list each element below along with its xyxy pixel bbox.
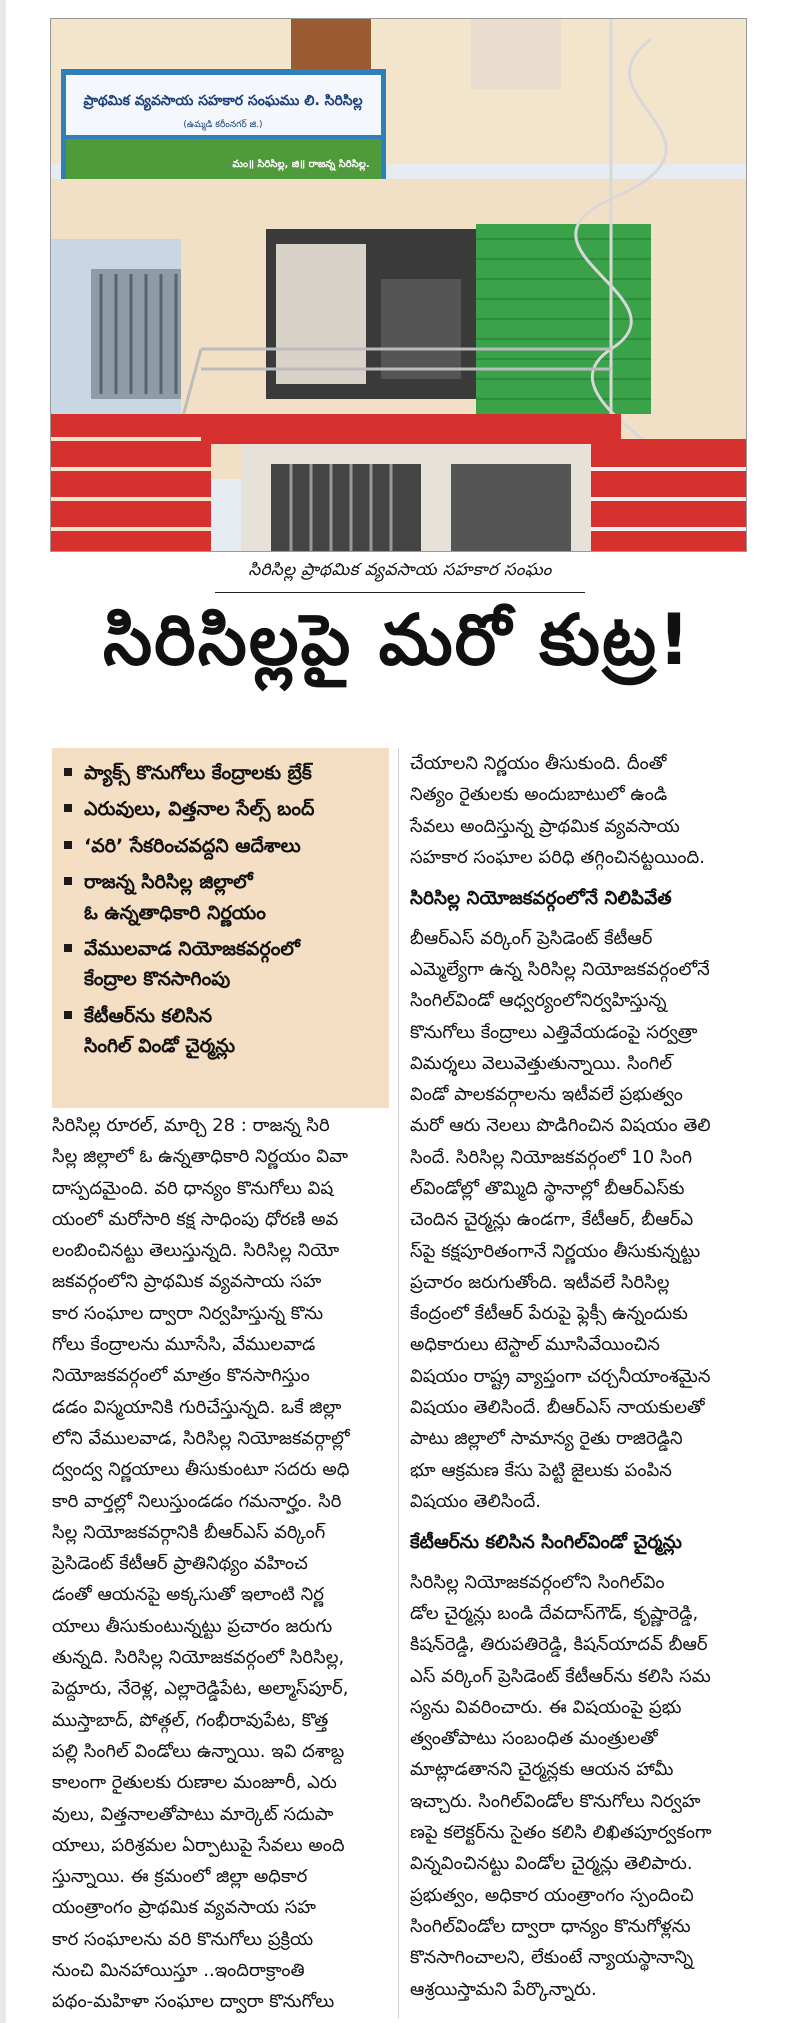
- highlight-line: రాజన్న సిరిసిల్ల జిల్లాలో: [84, 871, 253, 894]
- article-line: సహకార సంఘాల పరిధి తగ్గించినట్టయింది.: [410, 846, 705, 868]
- article-line: త్వంతోపాటు సంబంధిత మంత్రులతో: [410, 1728, 658, 1750]
- article-line: మాట్లాడతానని చైర్మన్లకు ఆయన హామీ: [410, 1759, 674, 1781]
- article-line: పల్లి సింగిల్ విండోలు ఉన్నాయి. ఇవి దశాబ్ద: [52, 1740, 345, 1762]
- article-line: సిందే. సిరిసిల్ల నియోజకవర్గంలో 10 సింగి: [410, 1146, 693, 1168]
- caption-rule: [215, 592, 585, 593]
- article-line: దాస్పదమైంది. వరి ధాన్యం కొనుగోలు విష: [52, 1177, 334, 1199]
- article-line: కార సంఘాలను వరి కొనుగోలు ప్రక్రియ: [52, 1928, 314, 1950]
- headline: సిరిసిల్లపై మరో కుట్ర!: [103, 599, 692, 681]
- article-line: అధికారులు టెస్టాల్ మూసివేయించిన: [410, 1334, 660, 1356]
- highlights-box: [52, 748, 389, 1108]
- article-line: కాలంగా రైతులకు రుణాల మంజూరీ, ఎరు: [52, 1772, 337, 1794]
- highlight-line: ఎరువులు, విత్తనాల సేల్స్ బంద్: [84, 798, 315, 821]
- article-line: యాలు తీసుకుంటున్నట్టు ప్రచారం జరుగు: [52, 1615, 333, 1637]
- highlight-item: [64, 794, 379, 824]
- article-line: ముస్తాబాద్, పోత్గల్, గంభీరావుపేట, కొత్త: [52, 1709, 329, 1731]
- article-line: పాటు జిల్లాలో సామాన్య రైతు రాజిరెడ్డిని: [410, 1428, 683, 1450]
- article-line: సిరిసిల్ల రూరల్, మార్చి 28 : రాజన్న సిరి: [52, 1115, 330, 1136]
- highlight-line: ప్యాక్స్ కొనుగోలు కేంద్రాలకు బ్రేక్: [84, 762, 312, 784]
- article-line: విషయం రాష్ట్ర వ్యాప్తంగా చర్చనీయాంశమైన: [410, 1365, 711, 1387]
- article-line: ప్రెసిడెంట్ కేటీఆర్ ప్రాతినిథ్యం వహించ: [52, 1553, 308, 1575]
- article-line: మరో ఆరు నెలలు పొడిగించిన విషయం తెలి: [410, 1115, 711, 1137]
- article-line: సిల్ల జిల్లాలో ఓ ఉన్నతాధికారి నిర్ణయం వివా: [52, 1146, 348, 1168]
- article-line: డడం విస్మయానికి గురిచేస్తున్నది. ఒకే జిల్లా: [52, 1396, 342, 1418]
- article-line: యంత్రాంగం ప్రాథమిక వ్యవసాయ సహ: [52, 1897, 316, 1919]
- highlight-line: సింగిల్ విండో చైర్మన్లు: [84, 1035, 236, 1058]
- article-line: విషయం తెలిసిందే.: [410, 1490, 542, 1512]
- news-photo: [50, 18, 747, 552]
- bullet-icon: [64, 768, 72, 776]
- article-line: విండో పాలకవర్గాలను ఇటీవలే ప్రభుత్వం: [410, 1084, 683, 1106]
- subhead-halt: సిరిసిల్ల నియోజకవర్గంలోనే నిలిపివేత: [410, 888, 672, 910]
- highlight-line: కేటీఆర్‌ను కలిసిన: [84, 1004, 213, 1027]
- highlight-line: వేములవాడ నియోజకవర్గంలో: [84, 937, 300, 960]
- article-line: చెందిన చైర్మన్లు ఉండగా, కేటీఆర్, బీఆర్‌ఎ: [410, 1209, 694, 1231]
- article-line: డోల చైర్మన్లు బండి దేవదాస్‌గౌడ్, కృష్ణారెడ్డి,: [410, 1603, 699, 1624]
- article-right-column: [410, 748, 747, 2005]
- section-halt: [410, 923, 747, 1518]
- article-line: కార సంఘాల ద్వారా నిర్వహిస్తున్న కొను: [52, 1302, 324, 1324]
- highlight-item: [64, 1001, 379, 1062]
- article-line: ల్‌విండోల్లో తొమ్మిది స్థానాల్లో బీఆర్‌ఎస్‌కు: [410, 1178, 685, 1199]
- bullet-icon: [64, 841, 72, 849]
- highlight-line: కేంద్రాల కొనసాగింపు: [84, 968, 231, 991]
- article-line: డంతో ఆయనపై అక్కసుతో ఇలాంటి నిర్ణ: [52, 1584, 324, 1606]
- article-line: ఆశ్రయిస్తామని పేర్కొన్నారు.: [410, 1978, 597, 2000]
- article-line: పథం-మహిళా సంఘాల ద్వారా కొనుగోలు: [52, 1991, 335, 2013]
- article-line: స్తున్నాయి. ఈ క్రమంలో జిల్లా అధికార: [52, 1866, 308, 1888]
- bullet-icon: [64, 1011, 72, 1019]
- bullet-icon: [64, 804, 72, 812]
- highlight-line: ఓ ఉన్నతాధికారి నిర్ణయం: [84, 901, 266, 924]
- article-line: జకవర్గంలోని ప్రాథమిక వ్యవసాయ సహ: [52, 1271, 322, 1293]
- highlight-item: [64, 831, 379, 861]
- article-line: విన్నవించినట్టు విండోల చైర్మన్లు తెలిపారు.: [410, 1853, 693, 1875]
- article-line: ఎస్ వర్కింగ్ ప్రెసిడెంట్ కేటీఆర్‌ను కలిసి సమ: [410, 1665, 711, 1687]
- photo-caption: సిరిసిల్ల ప్రాథమిక వ్యవసాయ సహకార సంఘం: [248, 560, 552, 580]
- article-line: లోని వేములవాడ, సిరిసిల్ల నియోజకవర్గాల్లో: [52, 1427, 350, 1449]
- highlight-item: [64, 758, 379, 788]
- article-line: సిల్ల నియోజకవర్గానికి బీఆర్‌ఎస్ వర్కింగ్: [52, 1521, 326, 1543]
- article-line: కిషన్‌రెడ్డి, తిరుపతిరెడ్డి, కిషన్‌యాదవ్ బీఆర్: [410, 1634, 708, 1656]
- highlight-line: ‘వరి’ సేకరించవద్దని ఆదేశాలు: [84, 834, 301, 857]
- article-line: కొనసాగించాలని, లేకుంటే న్యాయస్థానాన్ని: [410, 1947, 694, 1969]
- sign-address: మం॥ సిరిసిల్ల, జి॥ రాజన్న సిరిసిల్ల.: [232, 159, 370, 170]
- highlight-item: [64, 867, 379, 928]
- article-line: పెద్దూరు, నేరెళ్ల, ఎల్లారెడ్డిపేట, అల్మాస్‌పూర్,: [52, 1678, 349, 1700]
- page-edge: [0, 0, 6, 2023]
- article-line: వులు, విత్తనాలతోపాటు మార్కెట్ సదుపా: [52, 1803, 334, 1825]
- article-line: గోలు కేంద్రాలను మూసేసి, వేములవాడ: [52, 1334, 316, 1356]
- article-line: భూ ఆక్రమణ కేసు పెట్టి జైలుకు పంపిన: [410, 1459, 672, 1481]
- sign-title: ప్రాథమిక వ్యవసాయ సహకార సంఘము లి. సిరిసిల్ల: [83, 93, 363, 109]
- article-line: విషయం తెలిసిందే. బీఆర్‌ఎస్ నాయకులతో: [410, 1397, 705, 1419]
- article-line: నుంచి మినహాయిస్తూ ..ఇందిరాక్రాంతి: [52, 1960, 305, 1982]
- article-line: లంబించినట్టు తెలుస్తున్నది. సిరిసిల్ల నియో: [52, 1240, 340, 1262]
- article-line: సింగిల్‌విండో ఆధ్వర్యంలోనిర్వహిస్తున్న: [410, 990, 667, 1012]
- article-line: ప్రభుత్వం, అధికార యంత్రాంగం స్పందించి: [410, 1884, 694, 1906]
- article-line: చేయాలని నిర్ణయం తీసుకుంది. దీంతో: [410, 753, 667, 774]
- article-line: సేవలు అందిస్తున్న ప్రాథమిక వ్యవసాయ: [410, 815, 680, 837]
- article-line: స్‌పై కక్షపూరితంగానే నిర్ణయం తీసుకున్నట్టు: [410, 1240, 701, 1262]
- article-line: తున్నది. సిరిసిల్ల నియోజకవర్గంలో సిరిసిల్ల,: [52, 1647, 345, 1669]
- article-line: విమర్శలు వెలువెత్తుతున్నాయి. సింగిల్: [410, 1052, 672, 1074]
- subhead-chairmen: కేటీఆర్‌ను కలిసిన సింగిల్‌విండో చైర్మన్లు: [410, 1532, 682, 1554]
- bullet-icon: [64, 877, 72, 885]
- article-line: ణపై కలెక్టర్‌ను సైతం కలిసి లిఖితపూర్వకంగా: [410, 1822, 712, 1844]
- article-line: నిత్యం రైతులకు అందుబాటులో ఉండి: [410, 784, 668, 806]
- article-line: ప్రచారం జరుగుతోంది. ఇటీవలే సిరిసిల్ల: [410, 1271, 670, 1293]
- article-line: బీఆర్‌ఎస్ వర్కింగ్ ప్రెసిడెంట్ కేటీఆర్: [410, 927, 653, 949]
- article-line: కారి వార్తల్లో నిలుస్తుండడం గమనార్హం. సిరి: [52, 1490, 342, 1512]
- article-line: నియోజకవర్గంలో మాత్రం కొనసాగిస్తుం: [52, 1365, 310, 1387]
- sign-subtitle: (ఉమ్మడి కరీంనగర్ జి.): [183, 120, 263, 130]
- article-intro: [410, 748, 747, 873]
- article-line: సిరిసిల్ల నియోజకవర్గంలోని సింగిల్‌విం: [410, 1571, 665, 1593]
- article-line: కేంద్రంలో కేటీఆర్ పేరుపై ఫ్లెక్సీ ఉన్నందుకు: [410, 1303, 688, 1325]
- article-line: కొనుగోలు కేంద్రాలు ఎత్తివేయడంపై సర్వత్రా: [410, 1021, 698, 1043]
- article-line: సింగిల్‌విండోల ద్వారా ధాన్యం కొనుగోళ్లను: [410, 1915, 691, 1937]
- article-line: ఇచ్చారు. సింగిల్‌విండోల కొనుగోలు నిర్వహ: [410, 1790, 701, 1812]
- section-chairmen: [410, 1567, 747, 2005]
- bullet-icon: [64, 944, 72, 952]
- article-line: ద్వంద్వ నిర్ణయాలు తీసుకుంటూ సదరు అధి: [52, 1459, 350, 1481]
- article-line: యంలో మరోసారి కక్ష సాధింపు ధోరణి అవ: [52, 1208, 339, 1230]
- article-line: స్యను వివరించారు. ఈ విషయంపై ప్రభు: [410, 1696, 682, 1718]
- highlight-item: [64, 934, 379, 995]
- article-left-column: [52, 1110, 389, 2018]
- article-line: ఎమ్మెల్యేగా ఉన్న సిరిసిల్ల నియోజకవర్గంలోనే: [410, 958, 710, 980]
- article-line: యాలు, పరిశ్రమల ఏర్పాటుపై సేవలు అంది: [52, 1834, 345, 1856]
- column-divider: [398, 748, 399, 2018]
